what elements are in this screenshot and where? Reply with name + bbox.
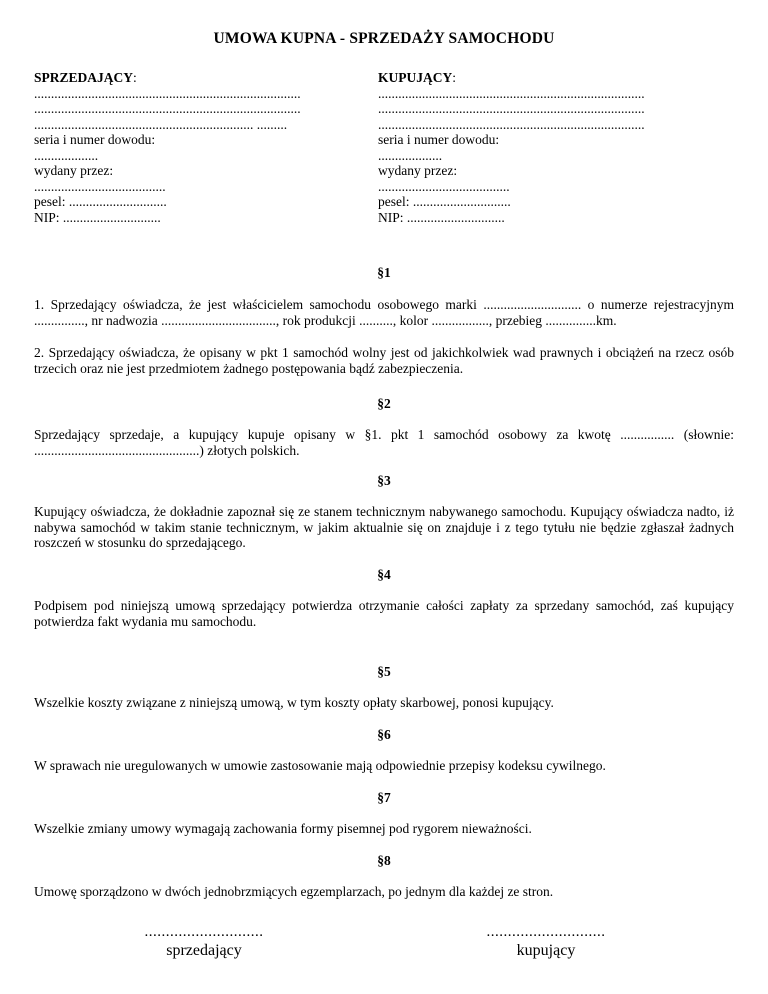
buyer-heading: KUPUJĄCY bbox=[378, 70, 453, 85]
buyer-id-dots: ................... bbox=[378, 147, 443, 163]
section-5-paragraph: Wszelkie koszty związane z niniejszą umową, w tym koszty opłaty skarbowej, ponosi kupujący. bbox=[34, 695, 554, 710]
seller-block bbox=[34, 70, 354, 225]
seller-line: ................................................................. ......... bbox=[34, 116, 288, 132]
seller-signature-label: sprzedający bbox=[166, 941, 242, 959]
seller-signature-line: ............................ bbox=[144, 924, 264, 940]
section-2-heading: §2 bbox=[377, 396, 391, 411]
section-4-paragraph: Podpisem pod niniejszą umową sprzedający potwierdza otrzymanie całości zapłaty za sprzedany samochód, zaś kupujący potwierdza fakt wydania mu samochodu. bbox=[34, 598, 734, 629]
buyer-signature bbox=[446, 925, 646, 958]
buyer-signature-label: kupujący bbox=[516, 941, 576, 959]
section-2-paragraph: Sprzedający sprzedaje, a kupujący kupuje opisany w §1. pkt 1 samochód osobowy za kwotę ................ (słownie: .................................................) złotych polskich. bbox=[34, 427, 734, 458]
section-8-paragraph: Umowę sporządzono w dwóch jednobrzmiących egzemplarzach, po jednym dla każdej ze stron. bbox=[34, 884, 554, 899]
section-8-heading: §8 bbox=[377, 853, 391, 868]
buyer-issued-label: wydany przez: bbox=[378, 163, 458, 178]
buyer-id-label: seria i numer dowodu: bbox=[378, 132, 500, 147]
seller-pesel: pesel: ............................. bbox=[34, 194, 167, 209]
section-7-heading: §7 bbox=[377, 790, 391, 805]
seller-line: ............................................................................... bbox=[34, 101, 301, 116]
seller-issued-dots: ....................................... bbox=[34, 178, 166, 194]
seller-line: ............................................................................... bbox=[34, 85, 301, 101]
section-3-heading: §3 bbox=[377, 473, 391, 488]
section-1-heading: §1 bbox=[377, 265, 391, 280]
buyer-block bbox=[378, 70, 698, 225]
section-1-paragraph-1: 1. Sprzedający oświadcza, że jest właścicielem samochodu osobowego marki ............................. o numerze rejestracyjnym ..............., nr nadwozia .................................., rok produkcji .........., kolor ................., przebieg ...............km. bbox=[34, 297, 734, 328]
section-6-heading: §6 bbox=[377, 727, 391, 742]
section-3-paragraph: Kupujący oświadcza, że dokładnie zapoznał się ze stanem technicznym nabywanego samochodu. Kupujący oświadcza nadto, iż nabywa samochód w takim stanie technicznym, w jakim aktualnie się on znajduje i z tego tytułu nie będzie zgłaszał żadnych roszczeń w stosunku do sprzedającego. bbox=[34, 504, 734, 550]
section-7-paragraph: Wszelkie zmiany umowy wymagają zachowania formy pisemnej pod rygorem nieważności. bbox=[34, 821, 532, 836]
seller-id-label: seria i numer dowodu: bbox=[34, 132, 156, 147]
seller-issued-label: wydany przez: bbox=[34, 163, 114, 178]
buyer-line: ............................................................................... bbox=[378, 116, 645, 132]
buyer-pesel: pesel: ............................. bbox=[378, 194, 511, 209]
section-5-heading: §5 bbox=[377, 664, 391, 679]
buyer-issued-dots: ....................................... bbox=[378, 178, 510, 194]
section-4-heading: §4 bbox=[377, 567, 391, 582]
seller-signature bbox=[104, 925, 304, 958]
buyer-line: ............................................................................... bbox=[378, 101, 645, 116]
buyer-signature-line: ............................ bbox=[486, 924, 606, 940]
buyer-line: ............................................................................... bbox=[378, 85, 645, 101]
document-title: UMOWA KUPNA - SPRZEDAŻY SAMOCHODU bbox=[213, 30, 555, 47]
seller-id-dots: ................... bbox=[34, 147, 99, 163]
seller-nip: NIP: ............................. bbox=[34, 209, 161, 225]
section-1-paragraph-2: 2. Sprzedający oświadcza, że opisany w pkt 1 samochód wolny jest od jakichkolwiek wad prawnych i obciążeń na rzecz osób trzecich oraz nie jest przedmiotem żadnego postępowania bądź zabezpieczenia. bbox=[34, 345, 734, 376]
buyer-nip: NIP: ............................. bbox=[378, 209, 505, 225]
section-6-paragraph: W sprawach nie uregulowanych w umowie zastosowanie mają odpowiednie przepisy kodeksu cywilnego. bbox=[34, 758, 606, 773]
seller-heading-colon: : bbox=[133, 70, 137, 85]
seller-heading: SPRZEDAJĄCY bbox=[34, 70, 134, 85]
buyer-heading-colon: : bbox=[452, 70, 457, 85]
